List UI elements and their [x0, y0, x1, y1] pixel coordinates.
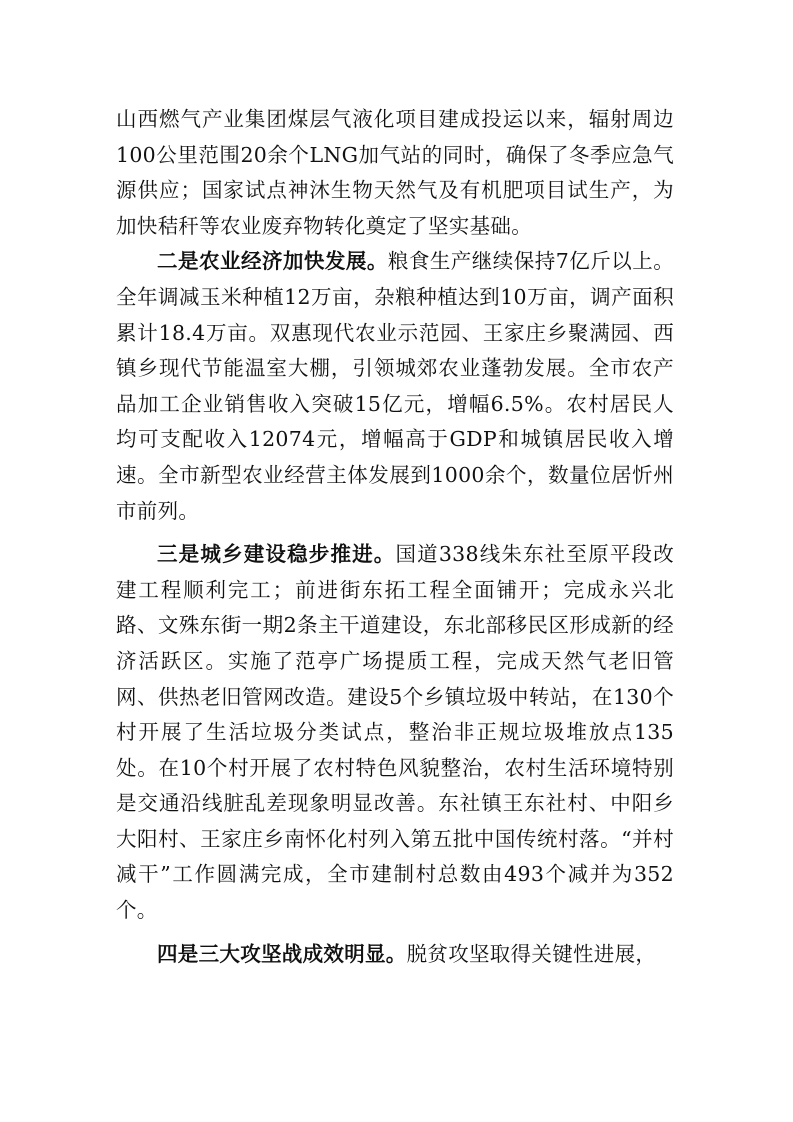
- paragraph-agriculture: [116, 244, 674, 529]
- document-body: [116, 102, 674, 972]
- paragraph-lead: 三是城乡建设稳步推进。: [157, 542, 396, 567]
- paragraph-three-battles: [116, 937, 674, 973]
- paragraph-urban-rural: [116, 537, 674, 929]
- paragraph-text: 脱贫攻坚取得关键性进展，: [406, 941, 657, 966]
- paragraph-gas-project: [116, 102, 674, 244]
- paragraph-text: 国道338线朱东社至原平段改建工程顺利完工；前进街东拓工程全面铺开；完成永兴北路、文殊东街一期2条主干道建设，东北部移民区形成新的经济活跃区。实施了范亭广场提质工程，完成天然气老旧管网、供热老旧管网改造。建设5个乡镇垃圾中转站，在130个村开展了生活垃圾分类试点，整治非正规垃圾堆放点135处。在10个村开展了农村特色风貌整治，农村生活环境特别是交通沿线脏乱差现象明显改善。东社镇王东社村、中阳乡大阳村、王家庄乡南怀化村列入第五批中国传统村落。“并村减干”工作圆满完成，全市建制村总数由493个减并为352个。: [116, 542, 674, 923]
- paragraph-lead: 四是三大攻坚战成效明显。: [157, 941, 407, 966]
- paragraph-text: 山西燃气产业集团煤层气液化项目建成投运以来，辐射周边100公里范围20余个LNG加气站的同时，确保了冬季应急气源供应；国家试点神沐生物天然气及有机肥项目试生产，为加快秸秆等农业废弃物转化奠定了坚实基础。: [116, 107, 674, 238]
- paragraph-text: 粮食生产继续保持7亿斤以上。全年调减玉米种植12万亩，杂粮种植达到10万亩，调产面积累计18.4万亩。双惠现代农业示范园、王家庄乡聚满园、西镇乡现代节能温室大棚，引领城郊农业蓬勃发展。全市农产品加工企业销售收入突破15亿元，增幅6.5%。农村居民人均可支配收入12074元，增幅高于GDP和城镇居民收入增速。全市新型农业经营主体发展到1000余个，数量位居忻州市前列。: [116, 249, 674, 523]
- paragraph-lead: 二是农业经济加快发展。: [157, 249, 388, 274]
